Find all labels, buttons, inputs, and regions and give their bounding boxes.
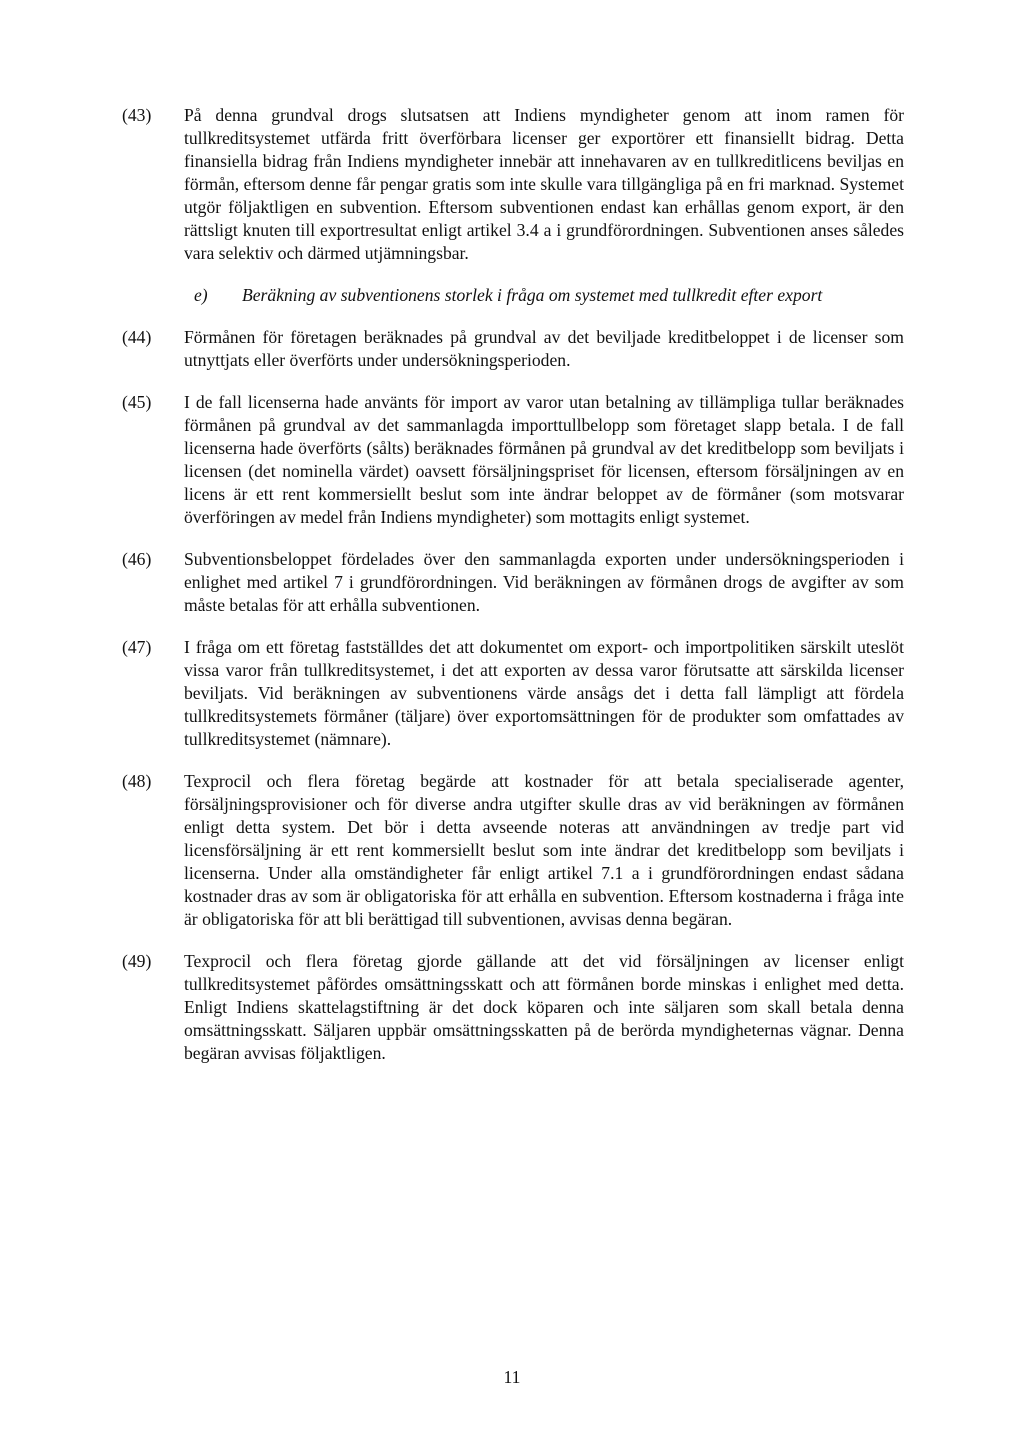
subheading-text: Beräkning av subventionens storlek i fråga om systemet med tullkredit efter export [242,285,823,305]
paragraph-text: På denna grundval drogs slutsatsen att Indiens myndigheter genom att inom ramen för tullkreditsystemet utfärda fritt överförbara licenser ger exportörer ett finansiellt bidrag. Detta finansiella bidrag från Indiens myndigheter innebär att innehavaren av en tullkreditlicens beviljas en förmån, eftersom denne får pengar gratis som inte skulle vara tillgängliga på en fri marknad. Systemet utgör följaktligen en subvention. Eftersom subventionen endast kan erhållas genom export, är den rättsligt knuten till exportresultat enligt artikel 3.4 a i grundförordningen. Subventionen anses således vara selektiv och därmed utjämningsbar. [184,105,904,263]
paragraph-number: (48) [122,771,152,791]
paragraph-45 [122,391,904,529]
paragraph-text: Förmånen för företagen beräknades på grundval av det beviljade kreditbeloppet i de licenser som utnyttjats eller överförts under undersökningsperioden. [184,327,904,370]
paragraph-number: (44) [122,327,152,347]
subheading-letter: e) [194,285,208,305]
paragraph-43 [122,104,904,265]
paragraph-text: I de fall licenserna hade använts för import av varor utan betalning av tillämpliga tullar beräknades förmånen på grundval av det sammanlagda importtullbelopp som företaget slapp betala. I de fall licenserna hade överförts (sålts) beräknades förmånen på grundval av det kreditbelopp som beviljats i licensen (det nominella värdet) oavsett försäljningspriset för licensen, eftersom försäljningen av en licens är ett rent kommersiellt beslut som inte ändrar beloppet av de förmåner (som motsvarar överföringen av medel från Indiens myndigheter) som mottagits enligt systemet. [184,392,904,527]
paragraph-number: (47) [122,637,152,657]
paragraph-48 [122,770,904,931]
paragraph-number: (43) [122,105,152,125]
paragraph-text: Texprocil och flera företag gjorde gällande att det vid försäljningen av licenser enligt tullkreditsystemet påfördes omsättningsskatt och att förmånen borde minskas i enlighet med detta. Enligt Indiens skattelagstiftning är det dock köparen och inte säljaren som skall betala denna omsättningsskatt. Säljaren uppbär omsättningsskatten på de berörda myndigheternas vägnar. Denna begäran avvisas följaktligen. [184,951,904,1063]
paragraph-number: (49) [122,951,152,971]
paragraph-49 [122,950,904,1065]
paragraph-46 [122,548,904,617]
paragraph-47 [122,636,904,751]
paragraph-number: (46) [122,549,152,569]
paragraph-44 [122,326,904,372]
page-number: 11 [503,1367,521,1387]
section-subheading [122,284,904,307]
paragraph-text: Texprocil och flera företag begärde att kostnader för att betala specialiserade agenter, försäljningsprovisioner och för diverse andra utgifter skulle dras av vid beräkningen av förmånen enligt detta system. Det bör i detta avseende noteras att användningen av tredje part vid licensförsäljning är ett rent kommersiellt beslut som inte ändrar det kreditbelopp som beviljats i licenserna. Under alla omständigheter får enligt artikel 7.1 a i grundförordningen endast sådana kostnader dras av som är obligatoriska för att erhålla en subvention. Eftersom kostnaderna i fråga inte är obligatoriska för att bli berättigad till subventionen, avvisas denna begäran. [184,771,904,929]
paragraph-text: Subventionsbeloppet fördelades över den sammanlagda exporten under undersökningsperioden i enlighet med artikel 7 i grundförordningen. Vid beräkningen av förmånen drogs de avgifter av som måste betalas för att erhålla subventionen. [184,549,904,615]
paragraph-number: (45) [122,392,152,412]
paragraph-text: I fråga om ett företag fastställdes det att dokumentet om export- och importpolitiken särskilt uteslöt vissa varor från tullkreditsystemet, i det att exporten av dessa varor förutsatte att särskilda licenser beviljats. Vid beräkningen av subventionens värde ansågs det i detta fall lämpligt att fördela tullkreditsystemets förmåner (täljare) över exportomsättningen för de produkter som omfattades av tullkreditsystemet (nämnare). [184,637,904,749]
document-body [122,104,904,1084]
